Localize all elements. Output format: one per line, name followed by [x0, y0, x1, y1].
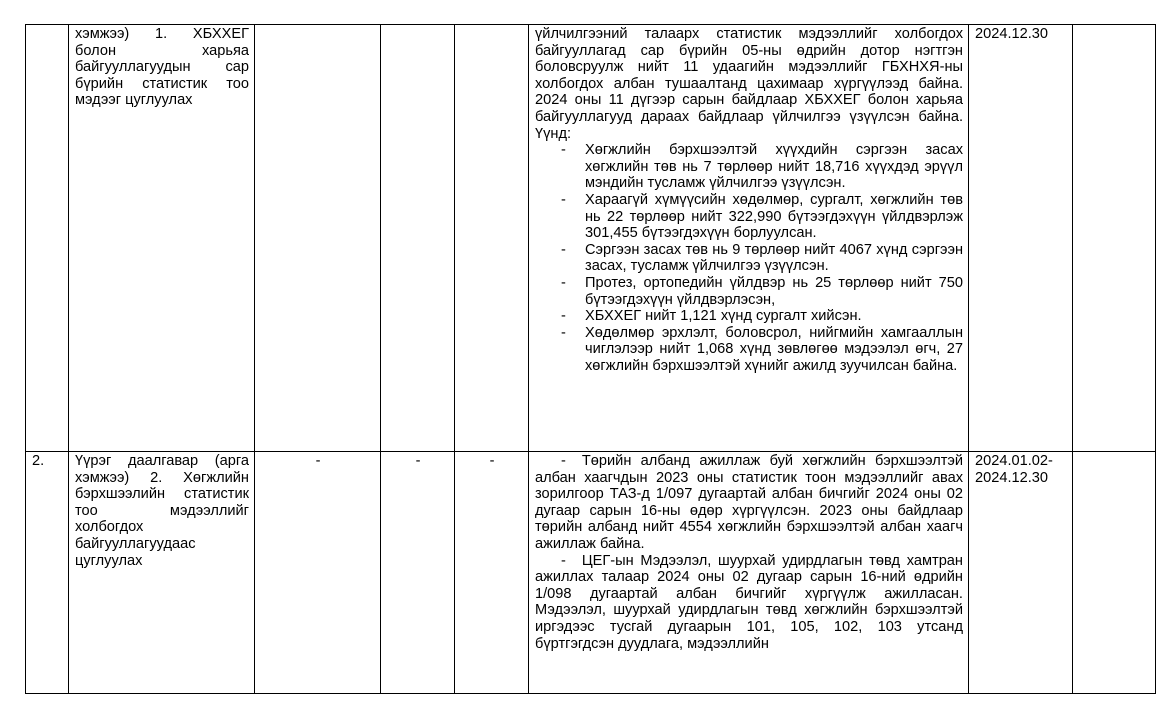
list-item-text: Хөгжлийн бэрхшээлтэй хүүхдийн сэргээн засах хөгжлийн төв нь 7 төрлөөр нийт 18,716 хүүхдэд эрүүл мэндийн тусламж үйлчилгээ үзүүлсэн. — [585, 142, 963, 192]
progress-report-cell — [529, 452, 969, 694]
dash-cell: - — [255, 452, 381, 694]
list-item-text: Сэргээн засах төв нь 9 төрлөөр нийт 4067 хүнд сэргээн засах, тусламж үйлчилгээ үзүүлсэн. — [585, 241, 963, 275]
table-row — [26, 25, 1156, 452]
progress-report-cell — [529, 25, 969, 452]
empty-cell — [455, 25, 529, 452]
list-item — [535, 308, 963, 325]
date-end: 2024.12.30 — [975, 469, 1049, 486]
list-item — [535, 192, 963, 242]
paragraph-text: Төрийн албанд ажиллаж буй хөгжлийн бэрхшээлтэй албан хаагчдын 2023 оны статистик тоон мэдээллийг авах зорилгоор ТАЗ-д 1/097 дугаартай албан бичгийг 2024 оны 02 дугаар сарын 16-ны өдөр хүргүүлсэн. 2023 оны байдлаар төрийн албанд нийт 4554 хөгжлийн бэрхшээлтэй албан хаагч ажиллаж байна. — [535, 453, 963, 552]
list-item-text: Хараагүй хүмүүсийн хөдөлмөр, сургалт, хөгжлийн төв нь 22 төрлөөр нийт 322,990 бүтээгдэхүүн үйлдвэрлэж 301,455 бүтээгдэхүүн борлуулсан. — [585, 191, 963, 242]
dash-cell: - — [381, 452, 455, 694]
date-cell: 2024.12.30 — [969, 25, 1073, 452]
dash-bullet: - — [561, 324, 566, 341]
row-number-cell — [26, 25, 69, 452]
dash-bullet: - — [561, 191, 566, 208]
task-cell: Үүрэг даалгавар (арга хэмжээ) 2. Хөгжлийн бэрхшээлийн статистик тоо мэдээллийг холбогдох байгууллагуудаас цуглуулах — [69, 452, 255, 694]
list-item — [535, 242, 963, 275]
dash-cell: - — [455, 452, 529, 694]
row-number-cell: 2. — [26, 452, 69, 694]
dash-bullet: - — [561, 142, 566, 159]
empty-cell — [1073, 452, 1156, 694]
report-intro: үйлчилгээний талаарх статистик мэдээллийг холбогдох байгууллагад сар бүрийн 05-ны өдрийн дотор нэгтгэн боловсруулж нийт 11 удаагийн мэдээллийг ГБХНХЯ-ны холбогдох албан тушаалтанд цахимаар хүргүүлээд байна. 2024 оны 11 дүгээр сарын байдлаар ХБХХЕГ болон харьяа байгууллагууд дараах байдлаар үйлчилгээ үзүүлсэн байна. Үүнд: — [535, 26, 963, 142]
report-table — [25, 24, 1156, 694]
list-item-text: Протез, ортопедийн үйлдвэр нь 25 төрлөөр нийт 750 бүтээгдэхүүн үйлдвэрлэсэн, — [585, 274, 963, 308]
list-item — [535, 142, 963, 192]
dash-bullet: - — [561, 241, 566, 258]
date-start: 2024.01.02- — [975, 453, 1053, 469]
dash-bullet: - — [561, 274, 566, 291]
dash-bullet: - — [561, 308, 566, 325]
dash-bullet: - — [561, 552, 566, 569]
empty-cell — [381, 25, 455, 452]
report-paragraph — [535, 453, 963, 553]
list-item-text: Хөдөлмөр эрхлэлт, боловсрол, нийгмийн хамгааллын чиглэлээр нийт 1,068 хүнд зөвлөгөө мэдээлэл өгч, 27 хөгжлийн бэрхшээлтэй хүнийг ажилд зуучилсан байна. — [585, 324, 963, 374]
paragraph-text: ЦЕГ-ын Мэдээлэл, шуурхай удирдлагын төвд хамтран ажиллах талаар 2024 оны 02 дугаар сарын 16-ний өдрийн 1/098 дугаартай албан бичгийг хүргүүлж ажилласан. Мэдээлэл, шуурхай удирдлагын төвд хөгжлийн бэрхшээлтэй иргэдээс тусгай дугаарын 101, 105, 102, 103 утсанд бүртгэгдсэн дуудлага, мэдээллийн — [535, 552, 963, 652]
dash-bullet: - — [561, 453, 566, 469]
list-item-text: ХБХХЕГ нийт 1,121 хүнд сургалт хийсэн. — [585, 308, 862, 325]
task-cell: хэмжээ) 1. ХБХХЕГ болон харьяа байгууллагуудын сар бүрийн статистик тоо мэдээг цуглуулах — [69, 25, 255, 452]
report-paragraph — [535, 553, 963, 653]
empty-cell — [255, 25, 381, 452]
list-item — [535, 275, 963, 308]
empty-cell — [1073, 25, 1156, 452]
list-item — [535, 325, 963, 375]
report-bullet-list — [535, 142, 963, 374]
table-row — [26, 452, 1156, 694]
date-cell — [969, 452, 1073, 694]
